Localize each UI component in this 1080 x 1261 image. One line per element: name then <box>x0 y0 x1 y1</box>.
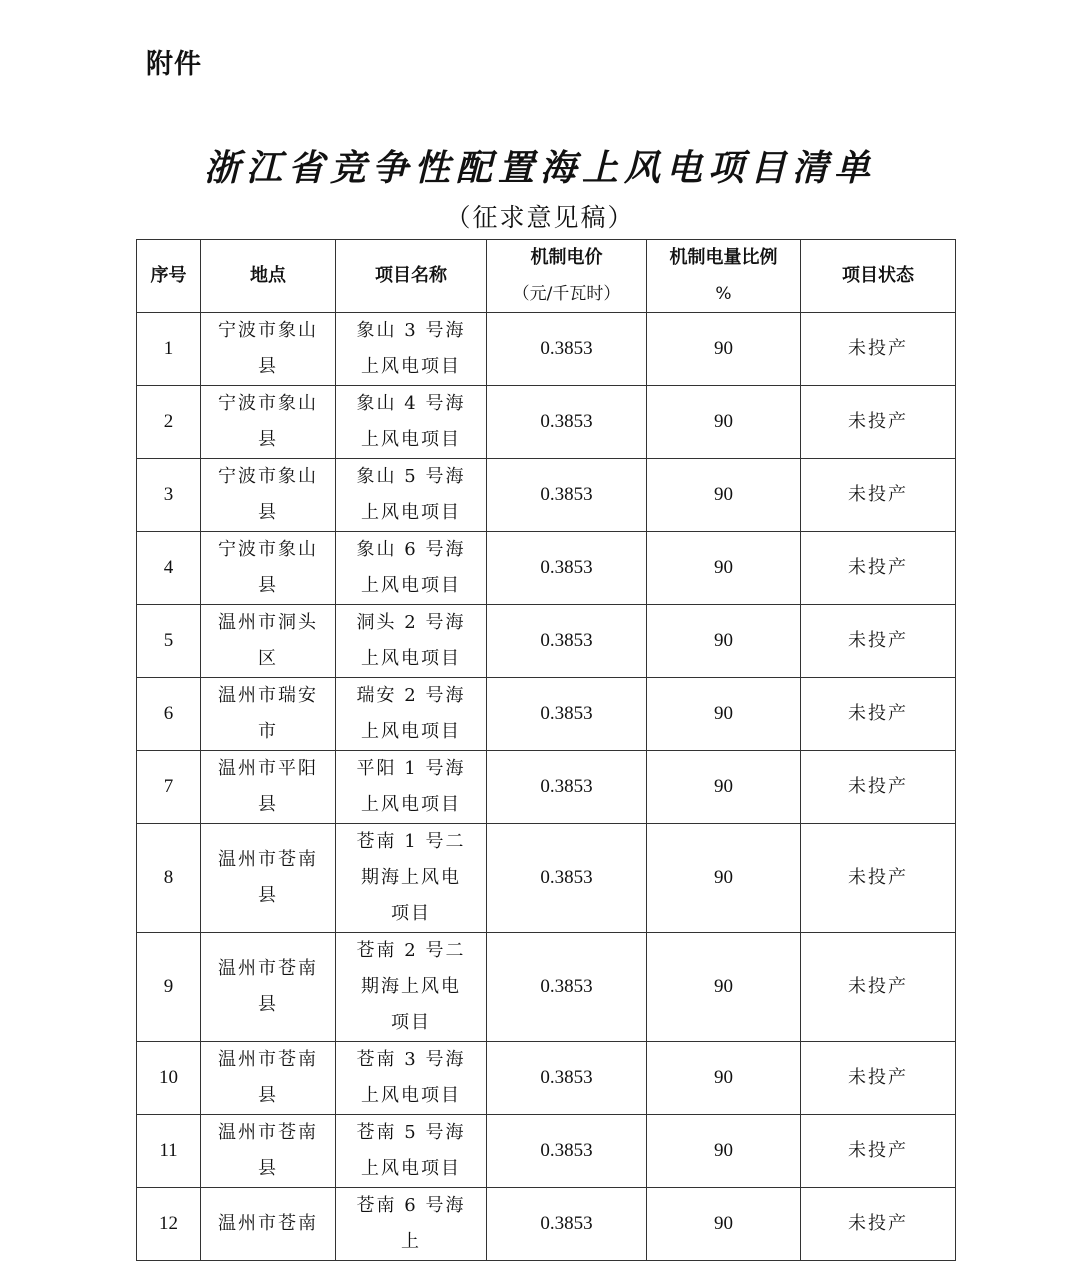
cell-project-name-text: 象山 6 号海上风电项目 <box>356 539 466 596</box>
cell-status-text: 未投产 <box>848 411 908 432</box>
attachment-label: 附件 <box>146 49 202 80</box>
table-row <box>137 313 956 386</box>
cell-location-text: 温州市苍南县 <box>218 958 318 1015</box>
cell-ratio <box>647 459 801 532</box>
cell-location-text: 温州市苍南县 <box>218 1049 318 1106</box>
column-header-label: 地点 <box>250 265 286 286</box>
cell-location-text: 温州市苍南县 <box>218 1122 318 1179</box>
table-row <box>137 386 956 459</box>
cell-location-text: 温州市瑞安市 <box>218 685 318 742</box>
cell-no-text: 2 <box>163 411 174 432</box>
cell-status <box>801 313 956 386</box>
cell-ratio <box>647 933 801 1042</box>
cell-no <box>137 824 201 933</box>
cell-location <box>201 933 336 1042</box>
cell-ratio <box>647 313 801 386</box>
cell-status <box>801 751 956 824</box>
cell-ratio-text: 90 <box>714 411 733 432</box>
column-header-name <box>336 240 487 313</box>
column-header-label: 机制电量比例 <box>669 247 778 268</box>
cell-status <box>801 459 956 532</box>
cell-no-text: 4 <box>163 557 174 578</box>
cell-no-text: 11 <box>159 1140 178 1161</box>
cell-price <box>487 386 647 459</box>
cell-project-name-text: 苍南 3 号海上风电项目 <box>356 1049 466 1106</box>
table-row <box>137 678 956 751</box>
cell-location-text: 温州市苍南县 <box>218 849 318 906</box>
table-row <box>137 605 956 678</box>
column-header-label: 项目状态 <box>842 265 914 286</box>
cell-no <box>137 605 201 678</box>
cell-ratio <box>647 605 801 678</box>
cell-project-name <box>336 1042 487 1115</box>
cell-price-text: 0.3853 <box>540 630 593 651</box>
cell-price <box>487 933 647 1042</box>
cell-ratio <box>647 1042 801 1115</box>
cell-status-text: 未投产 <box>848 1213 908 1234</box>
cell-price-text: 0.3853 <box>540 1213 593 1234</box>
cell-price-text: 0.3853 <box>540 1067 593 1088</box>
cell-location <box>201 605 336 678</box>
cell-ratio-text: 90 <box>714 1140 733 1161</box>
cell-project-name-text: 苍南 6 号海上 <box>356 1195 466 1252</box>
cell-project-name <box>336 532 487 605</box>
cell-location-text: 宁波市象山县 <box>218 320 318 377</box>
cell-location <box>201 751 336 824</box>
cell-ratio-text: 90 <box>714 630 733 651</box>
cell-location <box>201 313 336 386</box>
cell-location <box>201 824 336 933</box>
cell-no <box>137 532 201 605</box>
cell-location <box>201 459 336 532</box>
cell-no <box>137 1188 201 1261</box>
cell-price <box>487 459 647 532</box>
cell-project-name-text: 象山 4 号海上风电项目 <box>356 393 466 450</box>
column-header-unit: % <box>715 284 732 304</box>
table-row <box>137 824 956 933</box>
cell-project-name <box>336 1188 487 1261</box>
cell-price-text: 0.3853 <box>540 557 593 578</box>
cell-status <box>801 532 956 605</box>
table-row <box>137 532 956 605</box>
cell-ratio-text: 90 <box>714 338 733 359</box>
cell-ratio-text: 90 <box>714 867 733 888</box>
cell-project-name-text: 平阳 1 号海上风电项目 <box>356 758 466 815</box>
cell-no-text: 3 <box>163 484 174 505</box>
cell-status <box>801 678 956 751</box>
cell-project-name <box>336 824 487 933</box>
cell-ratio-text: 90 <box>714 1067 733 1088</box>
cell-project-name <box>336 386 487 459</box>
cell-ratio <box>647 386 801 459</box>
cell-price <box>487 678 647 751</box>
column-header-price <box>487 240 647 313</box>
cell-status <box>801 1042 956 1115</box>
table-row <box>137 933 956 1042</box>
cell-no-text: 6 <box>163 703 174 724</box>
column-header-label: 序号 <box>150 265 187 286</box>
cell-location <box>201 678 336 751</box>
cell-status-text: 未投产 <box>848 338 908 359</box>
cell-location-text: 宁波市象山县 <box>218 466 318 523</box>
cell-ratio <box>647 751 801 824</box>
cell-status-text: 未投产 <box>848 557 908 578</box>
cell-ratio <box>647 824 801 933</box>
cell-project-name-text: 苍南 1 号二期海上风电项目 <box>356 831 466 924</box>
cell-status-text: 未投产 <box>848 1140 908 1161</box>
table-header-row <box>137 240 956 313</box>
table-row <box>137 1042 956 1115</box>
cell-price <box>487 824 647 933</box>
cell-price <box>487 313 647 386</box>
cell-no <box>137 751 201 824</box>
cell-location-text: 宁波市象山县 <box>218 539 318 596</box>
cell-project-name-text: 象山 3 号海上风电项目 <box>356 320 466 377</box>
column-header-label: 机制电价 <box>530 247 603 268</box>
cell-location-text: 宁波市象山县 <box>218 393 318 450</box>
cell-price <box>487 605 647 678</box>
cell-status <box>801 824 956 933</box>
cell-no <box>137 1115 201 1188</box>
cell-price-text: 0.3853 <box>540 776 593 797</box>
cell-no <box>137 1042 201 1115</box>
cell-no-text: 12 <box>159 1213 178 1234</box>
column-header-ratio <box>647 240 801 313</box>
document-title: 浙江省竞争性配置海上风电项目清单 <box>203 147 876 189</box>
cell-status <box>801 933 956 1042</box>
cell-project-name <box>336 678 487 751</box>
cell-location-text: 温州市苍南 <box>218 1213 318 1234</box>
cell-project-name-text: 象山 5 号海上风电项目 <box>356 466 466 523</box>
column-header-label: 项目名称 <box>375 265 447 286</box>
cell-no <box>137 933 201 1042</box>
cell-project-name <box>336 1115 487 1188</box>
cell-project-name-text: 苍南 2 号二期海上风电项目 <box>356 940 466 1033</box>
cell-no-text: 9 <box>163 976 174 997</box>
cell-price <box>487 1188 647 1261</box>
cell-status-text: 未投产 <box>848 867 908 888</box>
cell-price <box>487 751 647 824</box>
cell-price <box>487 1042 647 1115</box>
cell-status-text: 未投产 <box>848 776 908 797</box>
cell-price <box>487 532 647 605</box>
cell-ratio-text: 90 <box>714 1213 733 1234</box>
cell-status <box>801 605 956 678</box>
cell-location <box>201 1188 336 1261</box>
cell-project-name <box>336 459 487 532</box>
cell-project-name <box>336 605 487 678</box>
cell-status <box>801 386 956 459</box>
cell-no-text: 5 <box>163 630 174 651</box>
cell-status-text: 未投产 <box>848 1067 908 1088</box>
cell-ratio-text: 90 <box>714 976 733 997</box>
column-header-status <box>801 240 956 313</box>
cell-location <box>201 1115 336 1188</box>
cell-ratio <box>647 1115 801 1188</box>
table-row <box>137 459 956 532</box>
column-header-unit: （元/千瓦时） <box>512 284 621 304</box>
table-row <box>137 1115 956 1188</box>
cell-price-text: 0.3853 <box>540 867 593 888</box>
table-body <box>137 313 956 1261</box>
cell-price-text: 0.3853 <box>540 703 593 724</box>
cell-no <box>137 459 201 532</box>
cell-ratio <box>647 678 801 751</box>
document-subtitle: （征求意见稿） <box>445 203 635 232</box>
cell-status-text: 未投产 <box>848 976 908 997</box>
cell-ratio-text: 90 <box>714 484 733 505</box>
cell-price-text: 0.3853 <box>540 338 593 359</box>
cell-no <box>137 386 201 459</box>
cell-status <box>801 1115 956 1188</box>
cell-project-name-text: 瑞安 2 号海上风电项目 <box>356 685 466 742</box>
cell-no-text: 10 <box>159 1067 178 1088</box>
cell-status-text: 未投产 <box>848 630 908 651</box>
cell-no-text: 8 <box>163 867 174 888</box>
cell-location <box>201 386 336 459</box>
cell-price-text: 0.3853 <box>540 484 593 505</box>
table-row <box>137 751 956 824</box>
cell-no-text: 1 <box>163 338 174 359</box>
column-header-no <box>137 240 201 313</box>
cell-price <box>487 1115 647 1188</box>
column-header-location <box>201 240 336 313</box>
table-row <box>137 1188 956 1261</box>
cell-status-text: 未投产 <box>848 703 908 724</box>
cell-no <box>137 313 201 386</box>
cell-location-text: 温州市平阳县 <box>218 758 318 815</box>
cell-price-text: 0.3853 <box>540 976 593 997</box>
cell-no <box>137 678 201 751</box>
cell-project-name <box>336 313 487 386</box>
cell-ratio-text: 90 <box>714 557 733 578</box>
cell-ratio-text: 90 <box>714 703 733 724</box>
cell-location <box>201 532 336 605</box>
cell-project-name-text: 苍南 5 号海上风电项目 <box>356 1122 466 1179</box>
cell-project-name-text: 洞头 2 号海上风电项目 <box>356 612 466 669</box>
project-table <box>136 239 956 1261</box>
cell-location-text: 温州市洞头区 <box>218 612 318 669</box>
cell-ratio <box>647 532 801 605</box>
cell-ratio-text: 90 <box>714 776 733 797</box>
cell-no-text: 7 <box>163 776 174 797</box>
cell-status <box>801 1188 956 1261</box>
cell-price-text: 0.3853 <box>540 411 593 432</box>
cell-price-text: 0.3853 <box>540 1140 593 1161</box>
cell-project-name <box>336 751 487 824</box>
cell-ratio <box>647 1188 801 1261</box>
cell-location <box>201 1042 336 1115</box>
cell-status-text: 未投产 <box>848 484 908 505</box>
cell-project-name <box>336 933 487 1042</box>
